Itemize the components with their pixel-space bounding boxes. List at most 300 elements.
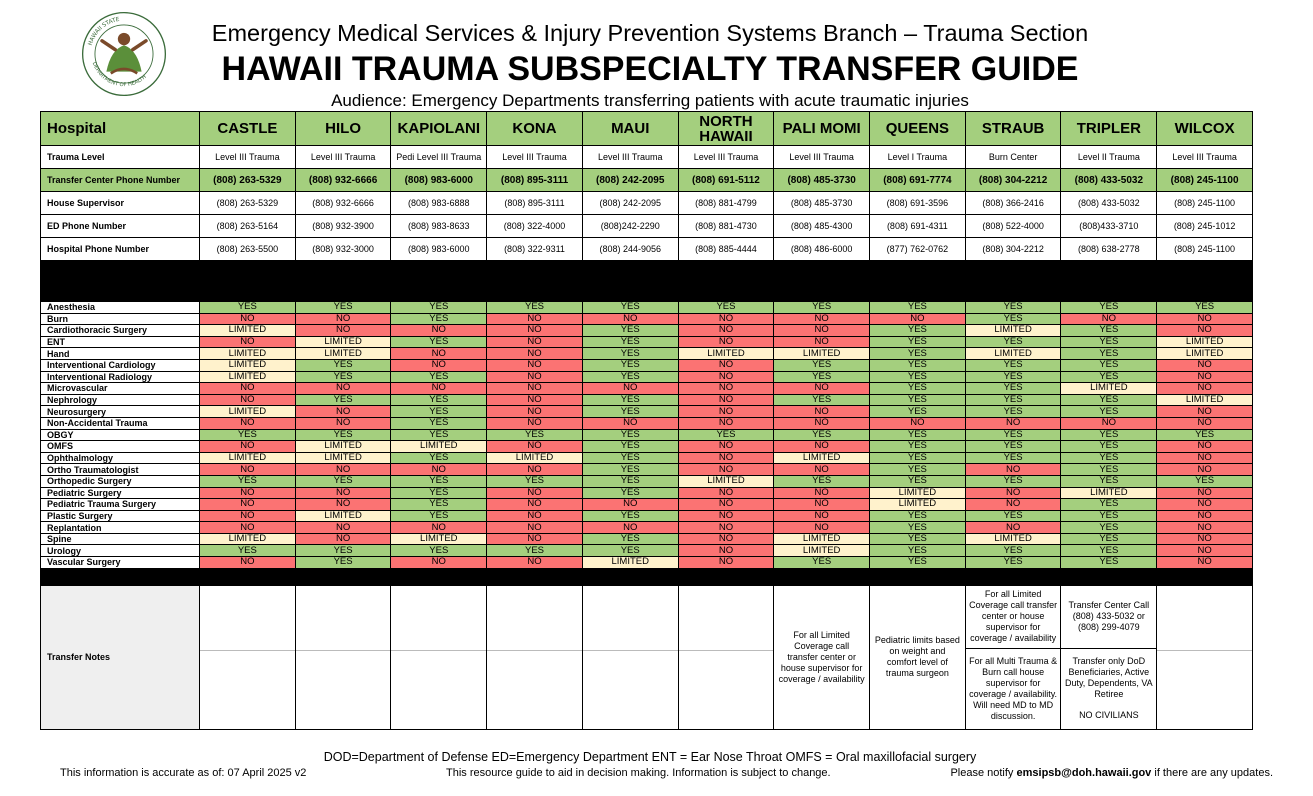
- hospital-header-wilcox: WILCOX: [1157, 112, 1253, 146]
- availability-cell: NO: [487, 348, 583, 360]
- straub-note-burn: For all Multi Trauma & Burn call house supervisor for coverage / availability. Will need MD to MD discussion.: [969, 655, 1058, 721]
- hospital-header-hilo: HILO: [295, 112, 391, 146]
- info-cell: Level III Trauma: [200, 146, 296, 169]
- info-row-label: Hospital Phone Number: [41, 238, 200, 261]
- availability-cell: YES: [1157, 475, 1253, 487]
- availability-cell: NO: [582, 522, 678, 534]
- service-label: Interventional Radiology: [41, 371, 200, 383]
- availability-cell: NO: [678, 545, 774, 557]
- availability-cell: YES: [295, 545, 391, 557]
- service-label: Nephrology: [41, 394, 200, 406]
- availability-cell: NO: [487, 499, 583, 511]
- service-row: [41, 371, 1253, 383]
- queens-note: Pediatric limits based on weight and comfort level of trauma surgeon: [874, 635, 960, 679]
- availability-cell: LIMITED: [200, 452, 296, 464]
- availability-cell: YES: [1061, 429, 1157, 441]
- availability-cell: LIMITED: [774, 533, 870, 545]
- availability-cell: YES: [295, 429, 391, 441]
- availability-cell: YES: [391, 336, 487, 348]
- empty-note-top: [1157, 586, 1252, 651]
- department-of-health-seal: [80, 10, 168, 98]
- availability-cell: YES: [1157, 429, 1253, 441]
- availability-cell: YES: [582, 371, 678, 383]
- info-cell: (808) 486-6000: [774, 238, 870, 261]
- availability-cell: NO: [200, 336, 296, 348]
- notify-prefix: Please notify: [950, 767, 1017, 779]
- availability-cell: YES: [965, 359, 1061, 371]
- service-row: [41, 325, 1253, 337]
- availability-cell: NO: [678, 510, 774, 522]
- availability-cell: YES: [774, 475, 870, 487]
- availability-cell: LIMITED: [1157, 336, 1253, 348]
- availability-cell: NO: [200, 417, 296, 429]
- info-cell: (808) 304-2212: [965, 238, 1061, 261]
- availability-cell: YES: [1061, 475, 1157, 487]
- availability-cell: NO: [487, 417, 583, 429]
- availability-cell: NO: [1061, 417, 1157, 429]
- availability-cell: YES: [1061, 336, 1157, 348]
- service-row: [41, 452, 1253, 464]
- availability-cell: YES: [487, 429, 583, 441]
- availability-cell: LIMITED: [200, 533, 296, 545]
- availability-cell: NO: [295, 406, 391, 418]
- availability-cell: LIMITED: [200, 359, 296, 371]
- info-row-label: ED Phone Number: [41, 215, 200, 238]
- info-cell: Level I Trauma: [870, 146, 966, 169]
- availability-cell: YES: [391, 371, 487, 383]
- transfer-note-cell: [1157, 585, 1253, 729]
- availability-cell: NO: [678, 359, 774, 371]
- availability-cell: YES: [965, 429, 1061, 441]
- info-cell: Pedi Level III Trauma: [391, 146, 487, 169]
- availability-cell: YES: [774, 429, 870, 441]
- section-divider: [41, 261, 1253, 302]
- info-cell: (808) 895-3111: [487, 169, 583, 192]
- transfer-note-cell: [487, 585, 583, 729]
- availability-cell: YES: [965, 545, 1061, 557]
- availability-cell: LIMITED: [391, 441, 487, 453]
- availability-cell: NO: [295, 313, 391, 325]
- availability-cell: YES: [870, 522, 966, 534]
- availability-cell: YES: [774, 394, 870, 406]
- availability-cell: YES: [391, 475, 487, 487]
- info-row: [41, 146, 1253, 169]
- availability-cell: YES: [200, 475, 296, 487]
- availability-cell: YES: [870, 383, 966, 395]
- availability-cell: NO: [965, 417, 1061, 429]
- availability-cell: YES: [391, 394, 487, 406]
- availability-cell: NO: [582, 499, 678, 511]
- availability-cell: LIMITED: [487, 452, 583, 464]
- availability-cell: NO: [678, 313, 774, 325]
- availability-cell: YES: [295, 371, 391, 383]
- availability-cell: NO: [487, 371, 583, 383]
- availability-cell: NO: [487, 313, 583, 325]
- info-row-label: Trauma Level: [41, 146, 200, 169]
- abbreviations-legend: DOD=Department of Defense ED=Emergency Department ENT = Ear Nose Throat OMFS = Oral maxillofacial surgery: [323, 750, 977, 764]
- availability-cell: NO: [774, 417, 870, 429]
- transfer-note-cell: [870, 585, 966, 729]
- availability-cell: NO: [487, 359, 583, 371]
- availability-cell: YES: [1061, 325, 1157, 337]
- availability-cell: NO: [295, 417, 391, 429]
- info-cell: (808) 885-4444: [678, 238, 774, 261]
- availability-cell: NO: [1157, 464, 1253, 476]
- availability-cell: LIMITED: [870, 499, 966, 511]
- availability-cell: YES: [582, 429, 678, 441]
- availability-cell: NO: [1157, 533, 1253, 545]
- info-cell: (808) 983-6000: [391, 169, 487, 192]
- availability-cell: NO: [200, 313, 296, 325]
- availability-cell: NO: [1157, 441, 1253, 453]
- service-row: [41, 313, 1253, 325]
- availability-cell: LIMITED: [1157, 348, 1253, 360]
- transfer-note-cell: [965, 585, 1061, 729]
- contact-email-link[interactable]: emsipsb@doh.hawaii.gov: [1016, 767, 1152, 779]
- availability-cell: YES: [1061, 510, 1157, 522]
- service-label: Replantation: [41, 522, 200, 534]
- hospital-header-pali-momi: PALI MOMI: [774, 112, 870, 146]
- availability-cell: LIMITED: [774, 452, 870, 464]
- availability-cell: YES: [965, 302, 1061, 314]
- availability-cell: NO: [774, 336, 870, 348]
- service-row: [41, 533, 1253, 545]
- svg-text:DEPARTMENT OF HEALTH: DEPARTMENT OF HEALTH: [90, 61, 148, 89]
- availability-cell: LIMITED: [965, 325, 1061, 337]
- availability-cell: LIMITED: [582, 557, 678, 569]
- availability-cell: YES: [870, 475, 966, 487]
- service-label: Orthopedic Surgery: [41, 475, 200, 487]
- availability-cell: LIMITED: [295, 348, 391, 360]
- availability-cell: YES: [582, 348, 678, 360]
- availability-cell: NO: [774, 499, 870, 511]
- hospital-header-tripler: TRIPLER: [1061, 112, 1157, 146]
- availability-cell: YES: [870, 510, 966, 522]
- availability-cell: YES: [774, 359, 870, 371]
- availability-cell: YES: [1061, 441, 1157, 453]
- info-cell: (808) 895-3111: [487, 192, 583, 215]
- hospital-header-north-hawaii: NORTH HAWAII: [678, 112, 774, 146]
- availability-cell: NO: [295, 325, 391, 337]
- availability-cell: NO: [391, 464, 487, 476]
- availability-cell: YES: [200, 545, 296, 557]
- availability-cell: YES: [295, 394, 391, 406]
- info-cell: (808) 691-3596: [870, 192, 966, 215]
- availability-cell: YES: [774, 557, 870, 569]
- availability-cell: NO: [774, 464, 870, 476]
- availability-cell: LIMITED: [295, 441, 391, 453]
- availability-cell: NO: [295, 522, 391, 534]
- service-label: ENT: [41, 336, 200, 348]
- availability-cell: YES: [582, 475, 678, 487]
- availability-cell: NO: [295, 464, 391, 476]
- info-cell: (808) 932-6666: [295, 169, 391, 192]
- availability-cell: LIMITED: [200, 406, 296, 418]
- availability-cell: LIMITED: [870, 487, 966, 499]
- availability-cell: NO: [1157, 557, 1253, 569]
- availability-cell: NO: [678, 394, 774, 406]
- availability-cell: NO: [678, 336, 774, 348]
- service-row: [41, 336, 1253, 348]
- availability-cell: YES: [1061, 522, 1157, 534]
- info-cell: (808) 245-1100: [1157, 238, 1253, 261]
- availability-cell: NO: [200, 464, 296, 476]
- availability-cell: YES: [1061, 359, 1157, 371]
- straub-note-limited: For all Limited Coverage call transfer center or house supervisor for coverage / availability: [966, 586, 1061, 649]
- availability-cell: NO: [1157, 487, 1253, 499]
- audience-subtitle: Audience: Emergency Departments transferring patients with acute traumatic injuries: [331, 91, 969, 110]
- availability-cell: LIMITED: [295, 452, 391, 464]
- service-row: [41, 441, 1253, 453]
- availability-cell: YES: [1061, 499, 1157, 511]
- service-row: [41, 359, 1253, 371]
- service-row: [41, 417, 1253, 429]
- availability-cell: YES: [870, 406, 966, 418]
- hospital-header-straub: STRAUB: [965, 112, 1061, 146]
- empty-note-top: [583, 586, 678, 651]
- info-row: [41, 238, 1253, 261]
- availability-cell: YES: [391, 487, 487, 499]
- service-row: [41, 302, 1253, 314]
- availability-cell: LIMITED: [965, 533, 1061, 545]
- availability-cell: YES: [870, 429, 966, 441]
- availability-cell: NO: [582, 383, 678, 395]
- availability-cell: YES: [582, 533, 678, 545]
- info-cell: (808) 983-6000: [391, 238, 487, 261]
- info-cell: (808) 245-1100: [1157, 169, 1253, 192]
- availability-cell: YES: [1061, 557, 1157, 569]
- availability-cell: NO: [774, 383, 870, 395]
- availability-cell: NO: [1157, 452, 1253, 464]
- info-cell: (808) 691-7774: [870, 169, 966, 192]
- empty-note-top: [391, 586, 486, 651]
- service-row: [41, 522, 1253, 534]
- availability-cell: YES: [1061, 394, 1157, 406]
- availability-cell: YES: [200, 302, 296, 314]
- availability-cell: YES: [582, 359, 678, 371]
- availability-cell: NO: [391, 383, 487, 395]
- availability-cell: YES: [582, 464, 678, 476]
- service-row: [41, 348, 1253, 360]
- info-row: [41, 169, 1253, 192]
- info-cell: (808) 433-5032: [1061, 169, 1157, 192]
- info-cell: (808) 691-4311: [870, 215, 966, 238]
- service-label: Vascular Surgery: [41, 557, 200, 569]
- transfer-note-cell: [678, 585, 774, 729]
- info-cell: (808) 304-2212: [965, 169, 1061, 192]
- info-cell: Level III Trauma: [582, 146, 678, 169]
- availability-cell: LIMITED: [1157, 394, 1253, 406]
- availability-cell: YES: [870, 302, 966, 314]
- info-cell: (808) 322-4000: [487, 215, 583, 238]
- info-cell: (808) 691-5112: [678, 169, 774, 192]
- availability-cell: NO: [487, 441, 583, 453]
- availability-cell: YES: [391, 302, 487, 314]
- info-cell: (808) 638-2778: [1061, 238, 1157, 261]
- service-label: Pediatric Trauma Surgery: [41, 499, 200, 511]
- availability-cell: YES: [582, 406, 678, 418]
- availability-cell: LIMITED: [774, 545, 870, 557]
- availability-cell: NO: [1157, 510, 1253, 522]
- availability-cell: NO: [678, 487, 774, 499]
- availability-cell: NO: [1157, 325, 1253, 337]
- availability-cell: YES: [487, 545, 583, 557]
- availability-cell: NO: [295, 487, 391, 499]
- info-cell: (808) 522-4000: [965, 215, 1061, 238]
- availability-cell: LIMITED: [200, 371, 296, 383]
- info-cell: (808) 932-6666: [295, 192, 391, 215]
- availability-cell: YES: [487, 475, 583, 487]
- availability-cell: NO: [487, 325, 583, 337]
- availability-cell: NO: [487, 394, 583, 406]
- service-label: Urology: [41, 545, 200, 557]
- hospital-header-queens: QUEENS: [870, 112, 966, 146]
- transfer-note-cell: [391, 585, 487, 729]
- availability-cell: NO: [678, 325, 774, 337]
- info-cell: (808)242-2290: [582, 215, 678, 238]
- availability-cell: NO: [678, 522, 774, 534]
- availability-cell: NO: [678, 441, 774, 453]
- availability-cell: YES: [1061, 406, 1157, 418]
- service-row: [41, 499, 1253, 511]
- info-cell: Level II Trauma: [1061, 146, 1157, 169]
- availability-cell: NO: [582, 417, 678, 429]
- service-label: OBGY: [41, 429, 200, 441]
- availability-cell: YES: [870, 557, 966, 569]
- info-cell: (808) 881-4730: [678, 215, 774, 238]
- availability-cell: YES: [870, 336, 966, 348]
- availability-cell: YES: [870, 441, 966, 453]
- availability-cell: NO: [678, 406, 774, 418]
- empty-note-top: [296, 586, 391, 651]
- service-label: Spine: [41, 533, 200, 545]
- availability-cell: YES: [582, 394, 678, 406]
- availability-cell: NO: [678, 557, 774, 569]
- availability-cell: YES: [870, 464, 966, 476]
- availability-cell: YES: [391, 313, 487, 325]
- hospital-header-maui: MAUI: [582, 112, 678, 146]
- availability-cell: YES: [1061, 371, 1157, 383]
- availability-cell: LIMITED: [295, 336, 391, 348]
- transfer-notes-row: [41, 585, 1253, 729]
- availability-cell: NO: [1157, 522, 1253, 534]
- availability-cell: YES: [582, 487, 678, 499]
- availability-cell: NO: [678, 383, 774, 395]
- availability-cell: YES: [870, 394, 966, 406]
- service-label: Burn: [41, 313, 200, 325]
- availability-cell: NO: [1157, 383, 1253, 395]
- info-cell: Level III Trauma: [678, 146, 774, 169]
- availability-cell: LIMITED: [200, 348, 296, 360]
- availability-cell: NO: [391, 522, 487, 534]
- service-label: Microvascular: [41, 383, 200, 395]
- availability-cell: NO: [870, 417, 966, 429]
- availability-cell: NO: [487, 383, 583, 395]
- service-label: Plastic Surgery: [41, 510, 200, 522]
- service-row: [41, 487, 1253, 499]
- availability-cell: NO: [774, 325, 870, 337]
- availability-cell: YES: [487, 302, 583, 314]
- tripler-no-civilians: NO CIVILIANS: [1079, 710, 1139, 721]
- hospital-header-kapiolani: KAPIOLANI: [391, 112, 487, 146]
- availability-cell: NO: [678, 499, 774, 511]
- info-cell: (808) 245-1012: [1157, 215, 1253, 238]
- section-divider: [41, 568, 1253, 585]
- availability-cell: YES: [774, 302, 870, 314]
- service-row: [41, 475, 1253, 487]
- info-cell: (808) 263-5329: [200, 192, 296, 215]
- availability-cell: NO: [1157, 371, 1253, 383]
- info-cell: (808) 366-2416: [965, 192, 1061, 215]
- info-cell: (808) 242-2095: [582, 169, 678, 192]
- availability-cell: YES: [870, 533, 966, 545]
- availability-cell: NO: [391, 557, 487, 569]
- availability-cell: YES: [965, 441, 1061, 453]
- disclaimer: This resource guide to aid in decision making. Information is subject to change.: [446, 767, 831, 779]
- availability-cell: YES: [965, 557, 1061, 569]
- availability-cell: YES: [391, 510, 487, 522]
- empty-note-top: [200, 586, 295, 651]
- availability-cell: NO: [582, 313, 678, 325]
- service-label: Neurosurgery: [41, 406, 200, 418]
- info-cell: (808) 263-5500: [200, 238, 296, 261]
- transfer-notes-label: Transfer Notes: [41, 585, 200, 729]
- availability-cell: YES: [965, 336, 1061, 348]
- info-cell: (808) 485-3730: [774, 192, 870, 215]
- availability-cell: LIMITED: [965, 348, 1061, 360]
- availability-cell: YES: [391, 417, 487, 429]
- availability-cell: NO: [965, 522, 1061, 534]
- availability-cell: NO: [487, 510, 583, 522]
- info-cell: Level III Trauma: [295, 146, 391, 169]
- availability-cell: NO: [1157, 417, 1253, 429]
- availability-cell: NO: [774, 487, 870, 499]
- availability-cell: NO: [678, 464, 774, 476]
- availability-cell: YES: [965, 383, 1061, 395]
- empty-note-top: [487, 586, 582, 651]
- availability-cell: YES: [582, 545, 678, 557]
- availability-cell: NO: [678, 533, 774, 545]
- availability-cell: NO: [1157, 313, 1253, 325]
- availability-cell: NO: [487, 487, 583, 499]
- info-cell: (877) 762-0762: [870, 238, 966, 261]
- hospital-header-kona: KONA: [487, 112, 583, 146]
- availability-cell: NO: [391, 359, 487, 371]
- availability-cell: YES: [965, 313, 1061, 325]
- availability-cell: NO: [200, 499, 296, 511]
- availability-cell: NO: [870, 313, 966, 325]
- availability-cell: YES: [870, 545, 966, 557]
- availability-cell: NO: [391, 325, 487, 337]
- info-cell: (808) 983-8633: [391, 215, 487, 238]
- availability-cell: YES: [391, 499, 487, 511]
- availability-cell: YES: [965, 510, 1061, 522]
- tripler-eligibility-text: Transfer only DoD Beneficiaries, Active Duty, Dependents, VA Retiree: [1064, 656, 1153, 700]
- availability-cell: LIMITED: [295, 510, 391, 522]
- availability-cell: YES: [870, 325, 966, 337]
- info-cell: Level III Trauma: [487, 146, 583, 169]
- info-cell: (808)433-3710: [1061, 215, 1157, 238]
- availability-cell: YES: [582, 325, 678, 337]
- info-cell: (808) 244-9056: [582, 238, 678, 261]
- availability-cell: YES: [582, 510, 678, 522]
- service-row: [41, 510, 1253, 522]
- availability-cell: LIMITED: [200, 325, 296, 337]
- availability-cell: YES: [965, 371, 1061, 383]
- service-label: OMFS: [41, 441, 200, 453]
- department-title: Emergency Medical Services & Injury Prevention Systems Branch – Trauma Section: [211, 20, 1089, 46]
- info-cell: Level III Trauma: [774, 146, 870, 169]
